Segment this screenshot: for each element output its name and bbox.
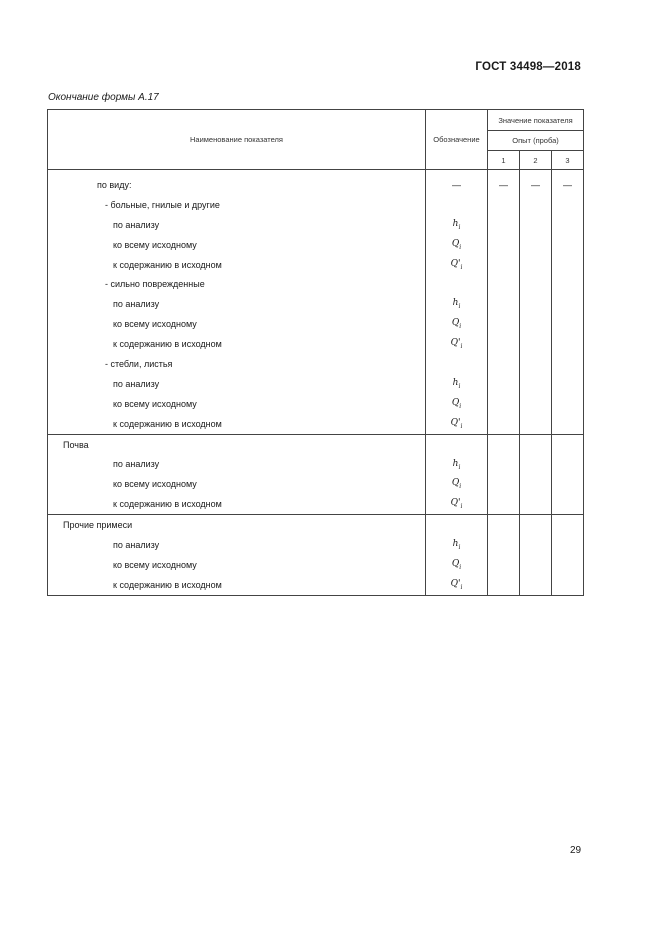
row-label: ко всему исходному [48,235,426,255]
row-label: ко всему исходному [48,474,426,494]
form-table [47,109,584,596]
row-symbol [426,195,488,215]
table-row [48,294,584,314]
row-group-label: Почва [48,434,426,454]
row-value-3: — [552,175,584,195]
table-row [48,414,584,434]
row-label: к содержанию в исходном [48,575,426,595]
row-symbol: $Q'_i$ [426,494,488,514]
table-row [48,494,584,514]
row-symbol: $Q_i$ [426,314,488,334]
row-label: по анализу [48,454,426,474]
row-symbol: — [426,175,488,195]
table-row [48,354,584,374]
row-value-1: — [488,175,520,195]
table-row [48,195,584,215]
table-row [48,474,584,494]
trial-number-2: 2 [520,151,552,170]
table-row [48,215,584,235]
row-label: ко всему исходному [48,314,426,334]
row-label: ко всему исходному [48,394,426,414]
row-symbol: $Q'_i$ [426,334,488,354]
trial-number-1: 1 [488,151,520,170]
row-symbol: $Q_i$ [426,394,488,414]
table-row [48,394,584,414]
row-symbol: $Q'_i$ [426,255,488,275]
table-row [48,235,584,255]
row-label: к содержанию в исходном [48,334,426,354]
row-label: по анализу [48,374,426,394]
table-row [48,175,584,195]
row-label: по анализу [48,294,426,314]
row-symbol: $h_i$ [426,374,488,394]
table-row [48,434,584,454]
row-label: к содержанию в исходном [48,494,426,514]
row-symbol: $Q_i$ [426,235,488,255]
row-symbol: $h_i$ [426,535,488,555]
form-caption: Окончание формы А.17 [48,92,159,103]
page-number: 29 [570,845,582,856]
row-value-2: — [520,175,552,195]
row-label: - больные, гнилые и другие [48,195,426,215]
row-symbol: $Q'_i$ [426,575,488,595]
table-row [48,454,584,474]
row-label: к содержанию в исходном [48,414,426,434]
row-symbol: $Q_i$ [426,474,488,494]
row-group-label: Прочие примеси [48,515,426,535]
row-label: по виду: [48,175,426,195]
row-symbol: $h_i$ [426,294,488,314]
table-row [48,274,584,294]
column-header-symbol: Обозначение [426,110,488,170]
column-header-name: Наименование показателя [48,110,426,170]
column-header-value: Значение показателя [488,110,584,131]
row-label: - сильно поврежденные [48,274,426,294]
table-row [48,374,584,394]
row-label: по анализу [48,535,426,555]
row-symbol: $h_i$ [426,454,488,474]
table-row [48,535,584,555]
table-row [48,255,584,275]
column-header-trial: Опыт (проба) [488,131,584,151]
row-symbol: $Q_i$ [426,555,488,575]
row-symbol: $Q'_i$ [426,414,488,434]
row-symbol: $h_i$ [426,215,488,235]
row-label: ко всему исходному [48,555,426,575]
row-label: - стебли, листья [48,354,426,374]
table-row [48,515,584,535]
document-standard-number: ГОСТ 34498—2018 [475,61,581,73]
row-label: по анализу [48,215,426,235]
table-row [48,314,584,334]
row-label: к содержанию в исходном [48,255,426,275]
table-row [48,555,584,575]
table-row [48,334,584,354]
table-row [48,575,584,595]
trial-number-3: 3 [552,151,584,170]
